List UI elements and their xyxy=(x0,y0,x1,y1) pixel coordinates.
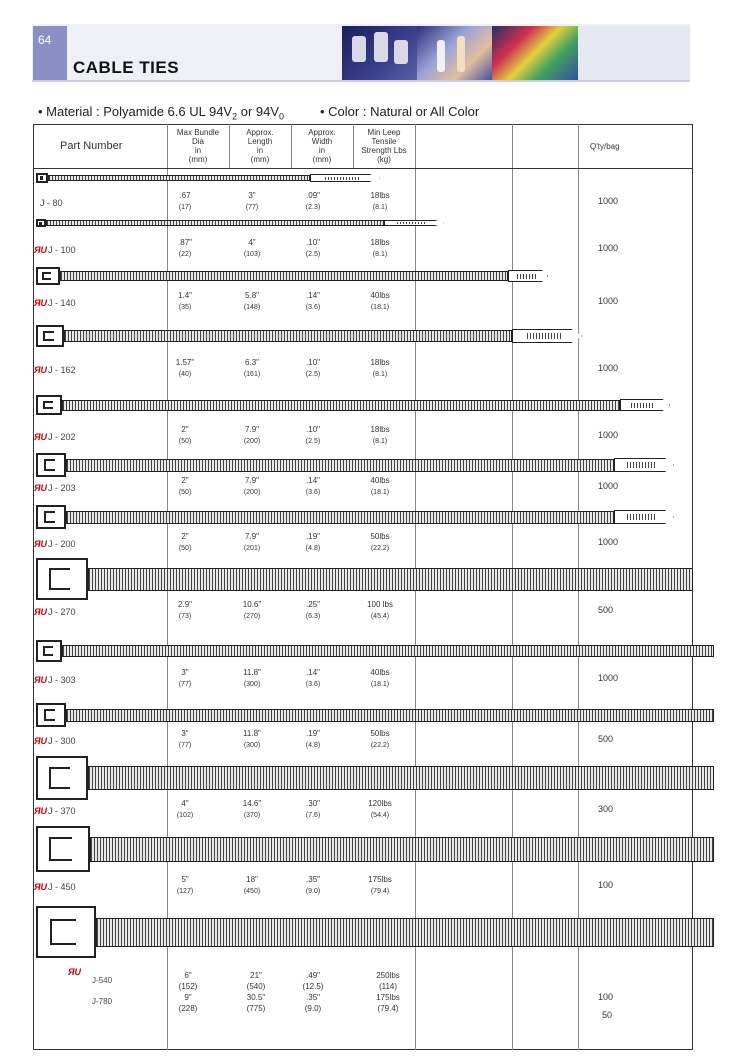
product-photo-lugs xyxy=(417,26,492,80)
length-value: 7.9" (200) xyxy=(243,476,261,496)
ul-mark: ЯU xyxy=(34,675,48,685)
tie-strap xyxy=(66,709,714,722)
part-number: J - 303 xyxy=(48,675,76,685)
max-bundle-value: .87" (22) xyxy=(178,238,192,258)
page-title: CABLE TIES xyxy=(73,58,180,77)
width-value: .14" (3.6) xyxy=(305,476,321,496)
tie-tail xyxy=(620,399,670,411)
qty-per-bag: 100 xyxy=(598,880,614,890)
tie-strap xyxy=(60,271,508,281)
part-number: J - 80 xyxy=(40,198,63,208)
width-value: .35" (9.0) xyxy=(305,875,321,895)
last-tensile: 250lbs (114) 175lbs (79.4) xyxy=(376,971,400,1013)
length-value: 18" (450) xyxy=(243,875,261,895)
tensile-value: 100 lbs (45.4) xyxy=(367,600,393,620)
length-value: 5.8" (148) xyxy=(243,291,261,311)
length-value: 10.6" (270) xyxy=(242,600,262,620)
width-value: .10" (2.5) xyxy=(305,358,321,378)
length-value: 14.6" (370) xyxy=(242,799,262,819)
width-value: .14" (3.6) xyxy=(305,291,321,311)
ul-mark: ЯU xyxy=(34,298,48,308)
length-value: 7.9" (201) xyxy=(243,532,261,552)
tie-strap xyxy=(66,459,614,472)
part-number: J-780 xyxy=(92,997,113,1006)
max-bundle-value: 2" (50) xyxy=(178,532,192,552)
part-number: J - 202 xyxy=(48,432,76,442)
length-value: 3" (77) xyxy=(245,191,259,211)
ul-mark: ЯU xyxy=(34,483,48,493)
qty-per-bag: 500 xyxy=(598,605,614,615)
ul-mark: ЯU xyxy=(34,806,48,816)
page-number: 64 xyxy=(38,33,52,47)
max-bundle-value: 1.4" (35) xyxy=(178,291,192,311)
product-photo-terminals xyxy=(342,26,417,80)
qty-per-bag: 1000 xyxy=(598,673,619,683)
max-bundle-value: 4" (102) xyxy=(176,799,194,819)
last-qty-1: 100 xyxy=(598,992,614,1002)
ul-mark: ЯU xyxy=(34,607,48,617)
part-number: J - 450 xyxy=(48,882,76,892)
length-value: 11.8" (300) xyxy=(243,729,261,749)
ul-mark: ЯU xyxy=(34,365,48,375)
width-value: .14" (3.6) xyxy=(305,668,321,688)
tie-head xyxy=(36,267,60,285)
part-number: J - 300 xyxy=(48,736,76,746)
ul-mark: ЯU xyxy=(34,539,48,549)
length-value: 7.9" (200) xyxy=(243,425,261,445)
width-value: .10" (2.5) xyxy=(305,425,321,445)
header-width: Approx. Width in (mm) xyxy=(308,128,336,164)
tensile-value: 50lbs (22.2) xyxy=(370,729,390,749)
part-number: J-540 xyxy=(92,976,113,985)
part-number: J - 203 xyxy=(48,483,76,493)
width-value: .10" (2.5) xyxy=(305,238,321,258)
tie-head xyxy=(36,325,64,347)
tensile-value: 40lbs (18.1) xyxy=(370,476,390,496)
ul-mark: ЯU xyxy=(34,736,48,746)
tie-tail xyxy=(614,510,674,524)
tie-tail xyxy=(508,270,548,282)
width-value: .25" (6.3) xyxy=(305,600,321,620)
tensile-value: 40lbs (18.1) xyxy=(370,668,390,688)
max-bundle-value: 2" (50) xyxy=(178,476,192,496)
tie-strap xyxy=(88,568,693,591)
width-value: .30" (7.6) xyxy=(305,799,321,819)
width-value: .19" (4.8) xyxy=(305,532,321,552)
max-bundle-value: 1.57" (40) xyxy=(175,358,195,378)
tensile-value: 18lbs (8.1) xyxy=(370,191,390,211)
max-bundle-value: 3" (77) xyxy=(178,668,192,688)
width-value: .19" (4.8) xyxy=(305,729,321,749)
header-length: Approx. Length in (mm) xyxy=(246,128,274,164)
max-bundle-value: 3" (77) xyxy=(178,729,192,749)
tie-strap xyxy=(62,400,620,411)
tie-tail xyxy=(512,329,582,343)
tensile-value: 18lbs (8.1) xyxy=(370,358,390,378)
part-number: J - 100 xyxy=(48,245,76,255)
header-max-bundle: Max Bundle Dia in (mm) xyxy=(176,128,220,164)
tie-strap xyxy=(62,645,714,657)
tie-head xyxy=(36,558,88,600)
tensile-value: 18lbs (8.1) xyxy=(370,425,390,445)
ul-mark: ЯU xyxy=(68,967,82,977)
tie-head xyxy=(36,906,96,958)
tie-head xyxy=(36,219,46,227)
part-number: J - 270 xyxy=(48,607,76,617)
ul-mark: ЯU xyxy=(34,432,48,442)
width-value: .09" (2.3) xyxy=(305,191,321,211)
tensile-value: 50lbs (22.2) xyxy=(370,532,390,552)
length-value: 4" (103) xyxy=(243,238,261,258)
product-photo-colored-ties xyxy=(492,26,578,80)
header-qty: Q'ty/bag xyxy=(590,142,620,151)
last-length: 21" (540) 30.5" (775) xyxy=(246,971,266,1013)
part-number: J - 162 xyxy=(48,365,76,375)
tie-head xyxy=(36,505,66,529)
header-part-number: Part Number xyxy=(60,140,123,152)
length-value: 6.3" (161) xyxy=(243,358,261,378)
tensile-value: 175lbs (79.4) xyxy=(368,875,392,895)
qty-per-bag: 1000 xyxy=(598,243,619,253)
qty-per-bag: 300 xyxy=(598,804,614,814)
tie-strap xyxy=(90,837,714,862)
qty-per-bag: 1000 xyxy=(598,430,619,440)
tie-strap xyxy=(88,766,714,790)
last-width: .49" (12.5) .35" (9.0) xyxy=(302,971,324,1013)
tie-head xyxy=(36,703,66,727)
tie-head xyxy=(36,826,90,872)
max-bundle-value: 5" (127) xyxy=(176,875,194,895)
tie-strap xyxy=(66,511,614,524)
max-bundle-value: .67 (17) xyxy=(178,191,192,211)
qty-per-bag: 500 xyxy=(598,734,614,744)
tie-tail xyxy=(614,458,674,472)
qty-per-bag: 1000 xyxy=(598,363,619,373)
tie-head xyxy=(36,640,62,662)
tie-tail xyxy=(310,174,380,182)
tie-head xyxy=(36,173,48,183)
tie-strap xyxy=(48,175,310,181)
header-rule xyxy=(33,168,693,169)
ul-mark: ЯU xyxy=(34,245,48,255)
tie-strap xyxy=(46,220,384,226)
part-number: J - 370 xyxy=(48,806,76,816)
tie-head xyxy=(36,756,88,800)
part-number: J - 140 xyxy=(48,298,76,308)
tie-head xyxy=(36,453,66,477)
tie-head xyxy=(36,395,62,415)
tensile-value: 120lbs (54.4) xyxy=(368,799,392,819)
tie-strap xyxy=(64,330,512,342)
tie-tail xyxy=(384,220,444,226)
qty-per-bag: 1000 xyxy=(598,196,619,206)
last-dia: 6" (152) 9" (228) xyxy=(178,971,198,1013)
tie-strap xyxy=(96,918,714,947)
color-spec: • Color : Natural or All Color xyxy=(320,104,480,119)
header-tensile: Min Leep Tensile Strength Lbs (kg) xyxy=(361,128,407,164)
qty-per-bag: 1000 xyxy=(598,296,619,306)
banner-blank-panel xyxy=(578,26,690,80)
material-spec: • Material : Polyamide 6.6 UL $94V_2$ or $94V_0$ xyxy=(38,104,285,122)
last-qty-2: 50 xyxy=(602,1010,613,1020)
tensile-value: 40lbs (18.1) xyxy=(370,291,390,311)
qty-per-bag: 1000 xyxy=(598,481,619,491)
max-bundle-value: 2" (50) xyxy=(178,425,192,445)
length-value: 11.8" (300) xyxy=(243,668,261,688)
ul-mark: ЯU xyxy=(34,882,48,892)
qty-per-bag: 1000 xyxy=(598,537,619,547)
part-number: J - 200 xyxy=(48,539,76,549)
tensile-value: 18lbs (8.1) xyxy=(370,238,390,258)
max-bundle-value: 2.9" (73) xyxy=(178,600,192,620)
